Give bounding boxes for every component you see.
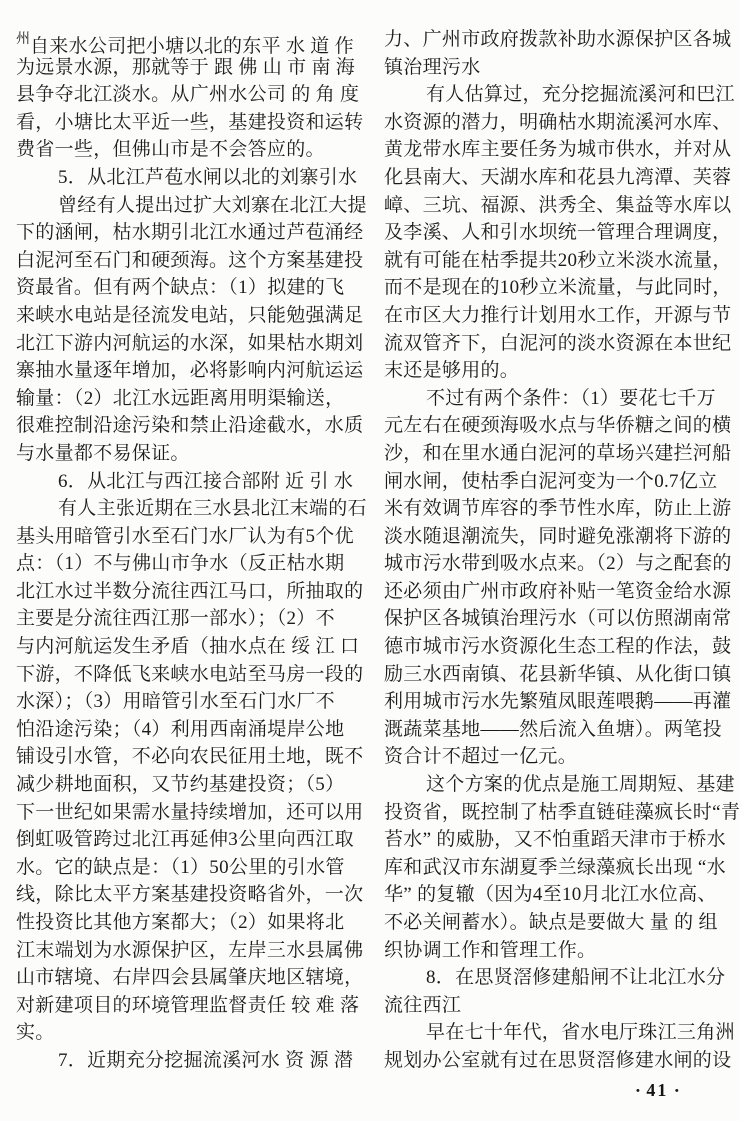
right-text-column bbox=[384, 26, 740, 1075]
text-line: 化县南大、天湖水库和花县九湾潭、芙蓉 bbox=[384, 166, 732, 188]
text-line: 就有可能在枯季提共20秒立米淡水流量， bbox=[384, 249, 732, 271]
text-line: 镇治理污水 bbox=[384, 56, 481, 78]
page-number-value: 41 bbox=[646, 1080, 669, 1100]
text-line: 白泥河至石门和硬颈海。这个方案基建投 bbox=[16, 249, 364, 271]
text-line: 5．从北江芦苞水闸以北的刘寨引水 bbox=[58, 166, 358, 188]
text-line: 江末端划为水源保护区，左岸三水县属佛 bbox=[16, 939, 364, 961]
text-line: 不过有两个条件：（1）要花七千万 bbox=[426, 387, 716, 409]
text-line: 与水量都不易保证。 bbox=[16, 442, 190, 464]
text-line: 而不是现在的10秒立米流量，与此同时， bbox=[384, 277, 732, 299]
text-line: 淡水随退潮流失，同时避免涨潮将下游的 bbox=[384, 525, 732, 547]
text-line: 城市污水带到吸水点来。（2）与之配套的 bbox=[384, 553, 732, 575]
text-line: 6．从北江与西江接合部附 近 引 水 bbox=[58, 470, 354, 492]
text-line: 性投资比其他方案都大；（2）如果将北 bbox=[16, 912, 345, 933]
text-line: 及李溪、人和引水坝统一管理合理调度， bbox=[384, 222, 732, 244]
text-line: 寨抽水量逐年增加，必将影响内河航运运 bbox=[16, 360, 364, 382]
text-line: 北江下游内河航运的水深，如果枯水期刘 bbox=[16, 332, 364, 354]
text-line: 这个方案的优点是施工周期短、基建 bbox=[426, 774, 735, 796]
text-line: 嶂、三坑、福源、洪秀全、集益等水库以 bbox=[384, 194, 732, 216]
text-line: 很难控制沿途污染和禁止沿途截水，水质 bbox=[16, 415, 364, 437]
text-line: 怕沿途污染；（4）利用西南涌堤岸公地 bbox=[16, 718, 345, 740]
text-line: 沙，和在里水通白泥河的草场兴建拦河船 bbox=[384, 442, 732, 464]
text-line: 利用城市污水先繁殖凤眼莲喂鹅——再灌 bbox=[384, 691, 732, 713]
text-line: 有人估算过，充分挖掘流溪河和巴江 bbox=[426, 84, 735, 106]
text-line: 北江水过半数分流往西江马口，所抽取的 bbox=[16, 580, 364, 602]
text-line: 规划办公室就有过在思贤滘修建水闸的设 bbox=[384, 1049, 732, 1071]
text-line: 力、广州市政府拨款补助水源保护区各城 bbox=[384, 29, 732, 50]
text-line: 早在七十年代，省水电厅珠江三角洲 bbox=[426, 1022, 735, 1044]
text-line: 县争夺北江淡水。从广州水公司 的 角 度 bbox=[16, 84, 360, 106]
text-line: 主要是分流往西江那一部水）；（2）不 bbox=[16, 608, 335, 630]
text-line: 下的涵闸，枯水期引北江水通过芦苞涌经 bbox=[16, 222, 364, 244]
text-line: 华” 的复辙（因为4至10月北江水位高、 bbox=[384, 884, 717, 906]
text-line: 为远景水源，那就等于 跟 佛 山 市 南 海 bbox=[16, 56, 356, 78]
text-line: 下游，不降低飞来峡水电站至马房一段的 bbox=[16, 663, 364, 685]
text-line: 对新建项目的环境管理监督责任 较 难 落 bbox=[16, 994, 360, 1016]
text-line: 8．在思贤滘修建船闸不让北江水分 bbox=[426, 967, 726, 989]
text-line: 保护区各城镇治理污水（可以仿照湖南常 bbox=[384, 608, 732, 630]
text-line: 苔水” 的威胁，又不怕重蹈天津市于桥水 bbox=[384, 829, 726, 851]
text-line: 米有效调节库容的季节性水库，防止上游 bbox=[384, 498, 732, 520]
text-line: 在市区大力推行计划用水工作，开源与节 bbox=[384, 304, 732, 326]
text-line: 倒虹吸管跨过北江再延伸3公里向西江取 bbox=[16, 829, 354, 851]
text-line: 黄龙带水库主要任务为城市供水，并对从 bbox=[384, 139, 732, 161]
page-number-decor-right: • bbox=[674, 1085, 679, 1097]
text-line: 下一世纪如果需水量持续增加，还可以用 bbox=[16, 801, 364, 823]
text-line: 7．近期充分挖掘流溪河水 资 源 潜 bbox=[58, 1049, 354, 1071]
text-line: 库和武汉市东湖夏季兰绿藻疯长出现 “水 bbox=[384, 856, 726, 878]
text-line: 有人主张近期在三水县北江末端的石 bbox=[58, 498, 367, 520]
page-number-decor-left: • bbox=[636, 1085, 640, 1097]
text-line: 实。 bbox=[16, 1022, 55, 1044]
text-line: 元左右在硬颈海吸水点与华侨糖之间的横 bbox=[384, 415, 732, 437]
text-line: 流双管齐下，白泥河的淡水资源在本世纪 bbox=[384, 332, 732, 354]
text-line: 德市城市污水资源化生态工程的作法，鼓 bbox=[384, 636, 732, 658]
text-line: 溉蔬菜基地——然后流入鱼塘）。两笔投 bbox=[384, 718, 722, 740]
text-line: 末还是够用的。 bbox=[384, 360, 520, 382]
text-line: 来峡水电站是径流发电站，只能勉强满足 bbox=[16, 304, 364, 326]
text-line: 铺设引水管，不必向农民征用土地，既不 bbox=[16, 746, 364, 768]
text-line: 流往西江 bbox=[384, 994, 462, 1016]
text-line: 还必须由广州市政府补贴一笔资金给水源 bbox=[384, 580, 732, 602]
continuation-char: 州 bbox=[16, 32, 30, 47]
text-line: 不必关闸蓄水）。缺点是要做大 量 的 组 bbox=[384, 912, 718, 933]
text-line: 减少耕地面积，又节约基建投资；（5） bbox=[16, 774, 345, 796]
text-line: 线，除比太平方案基建投资略省外，一次 bbox=[16, 884, 364, 906]
text-line: 输量：（2）北江水远距离用明渠输送， bbox=[16, 387, 345, 409]
text-line: 费省一些，但佛山市是不会答应的。 bbox=[16, 139, 325, 161]
text-line: 织协调工作和管理工作。 bbox=[384, 939, 597, 961]
text-line: 曾经有人提出过扩大刘寨在北江大提 bbox=[58, 194, 367, 216]
text-line: 水。它的缺点是：（1）50公里的引水管 bbox=[16, 856, 345, 878]
text-line: 闸水闸，使枯季白泥河变为一个0.7亿立 bbox=[384, 470, 718, 492]
text-line: 投资省，既控制了枯季直链硅藻疯长时“青 bbox=[384, 801, 740, 823]
text-line: $^州$自来水公司把小塘以北的东平 水 道 作 bbox=[16, 32, 354, 57]
page-number bbox=[636, 1080, 679, 1101]
text-line: 资合计不超过一亿元。 bbox=[384, 746, 578, 768]
text-line: 山市辖境、右岸四会县属肇庆地区辖境， bbox=[16, 967, 364, 989]
text-line: 看，小塘比太平近一些，基建投资和运转 bbox=[16, 111, 364, 133]
text-line: 励三水西南镇、花县新华镇、从化街口镇 bbox=[384, 663, 732, 685]
text-line: 资最省。但有两个缺点：（1）拟建的飞 bbox=[16, 277, 345, 299]
left-text-column bbox=[16, 26, 367, 1075]
text-line: 点：（1）不与佛山市争水（反正枯水期 bbox=[16, 553, 345, 575]
text-line: 水资源的潜力，明确枯水期流溪河水库、 bbox=[384, 111, 732, 133]
text-line: 水深）；（3）用暗管引水至石门水厂不 bbox=[16, 691, 335, 713]
text-line: 与内河航运发生矛盾（抽水点在 绥 江 口 bbox=[16, 636, 360, 658]
text-line: 基头用暗管引水至石门水厂认为有5个优 bbox=[16, 525, 354, 547]
